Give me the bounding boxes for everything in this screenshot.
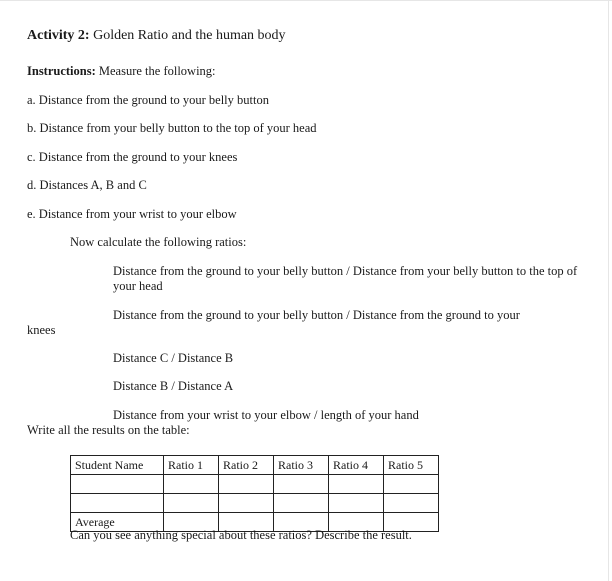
- table-header-row: [71, 456, 439, 475]
- results-table: [70, 455, 439, 532]
- header-ratio-4: Ratio 4: [329, 456, 384, 475]
- measurement-item-c: c. Distance from the ground to your knees: [27, 150, 238, 164]
- header-student-name: Student Name: [71, 456, 164, 475]
- measurement-item-b: b. Distance from your belly button to the top of your head: [27, 121, 317, 135]
- write-all-instruction: Write all the results on the table:: [27, 423, 190, 437]
- instructions-line: [27, 64, 216, 79]
- average-label: Average: [71, 513, 164, 532]
- instructions-label: Instructions:: [27, 64, 96, 78]
- table-cell: [384, 475, 439, 494]
- table-cell: [164, 475, 219, 494]
- activity-title-label: Activity 2:: [27, 28, 90, 43]
- table-cell: [274, 494, 329, 513]
- table-row: [71, 475, 439, 494]
- instructions-text: Measure the following:: [95, 64, 216, 78]
- ratio-4-text: Distance B / Distance A: [113, 379, 234, 393]
- measurement-item-a: a. Distance from the ground to your belly button: [27, 93, 269, 107]
- closing-question: Can you see anything special about these ratios? Describe the result.: [70, 528, 412, 542]
- table-cell: [71, 494, 164, 513]
- ratio-1-text: Distance from the ground to your belly button / Distance from your belly button to the top of your head: [113, 264, 578, 293]
- table-cell: [329, 494, 384, 513]
- table-row: [71, 494, 439, 513]
- ratio-2-continuation: knees: [27, 323, 56, 337]
- table-cell: [274, 475, 329, 494]
- table-cell: [329, 475, 384, 494]
- measurement-item-d: d. Distances A, B and C: [27, 178, 147, 192]
- header-ratio-5: Ratio 5: [384, 456, 439, 475]
- table-cell: [384, 494, 439, 513]
- header-ratio-2: Ratio 2: [219, 456, 274, 475]
- activity-title-text: Golden Ratio and the human body: [89, 28, 286, 43]
- table-cell: [219, 494, 274, 513]
- ratio-2-text: Distance from the ground to your belly button / Distance from the ground to your: [113, 308, 520, 322]
- header-ratio-3: Ratio 3: [274, 456, 329, 475]
- ratios-intro: Now calculate the following ratios:: [70, 235, 247, 249]
- ratio-3-text: Distance C / Distance B: [113, 351, 234, 365]
- ratio-5-text: Distance from your wrist to your elbow / length of your hand: [113, 408, 419, 422]
- measurement-item-e: e. Distance from your wrist to your elbow: [27, 207, 237, 221]
- page-border-top: [0, 0, 612, 1]
- table-cell: [71, 475, 164, 494]
- header-ratio-1: Ratio 1: [164, 456, 219, 475]
- page-border-right: [608, 0, 609, 581]
- table-cell: [164, 494, 219, 513]
- activity-title: [27, 28, 286, 43]
- table-cell: [219, 475, 274, 494]
